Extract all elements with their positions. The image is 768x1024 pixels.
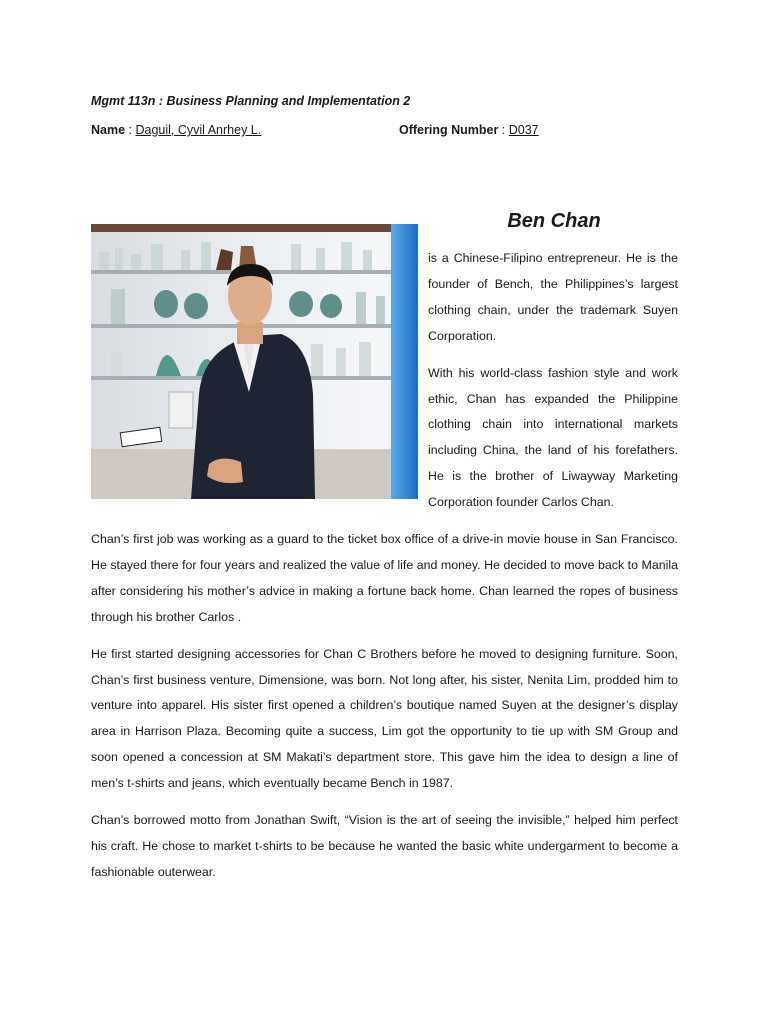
intro-paragraph: is a Chinese-Filipino entrepreneur. He is the founder of Bench, the Philippines’s largest clothing chain, under the trademark Suyen Corporation. <box>428 251 678 343</box>
course-title: Mgmt 113n : Business Planning and Implementation 2 <box>91 94 411 108</box>
offering-number: D037 <box>508 123 539 137</box>
profile-intro <box>428 246 678 527</box>
intro-paragraph-2: With his world-class fashion style and work ethic, Chan has expanded the Philippine clothing chain into international markets including China, the land of his forefathers. He is the brother of Liwayway Marketing Corporation founder Carlos Chan. <box>428 365 678 510</box>
offering-label: Offering Number <box>399 123 499 137</box>
body-paragraph-1: Chan’s first job was working as a guard to the ticket box office of a drive-in movie house in San Francisco. He stayed there for four years and realized the value of life and money. He decided to move back to Manila after considering his mother’s advice in making a fortune back home. Chan learned the ropes of business through his brother Carlos . <box>91 532 678 624</box>
name-line: Name : Daguil, Cyvil Anrhey L. <box>91 123 262 137</box>
body-paragraph-3: Chan’s borrowed motto from Jonathan Swift, “Vision is the art of seeing the invisible,” helped him perfect his craft. He chose to market t-shirts to be because he wanted the basic white undergarment to become a fashionable outerwear. <box>91 813 678 879</box>
name-label: Name <box>91 123 126 137</box>
offering-line: Offering Number : D037 <box>399 123 539 137</box>
body-paragraph-2: He first started designing accessories for Chan C Brothers before he moved to designing furniture. Soon, Chan’s first business venture, Dimensione, was born. Not long after, his sister, Nenita Lim, prodded him to venture into apparel. His sister first opened a children’s boutique named Suyen at the designer’s display area in Harrison Plaza. Becoming quite a success, Lim got the opportunity to tie up with SM Group and soon opened a concession at SM Makati’s department store. This gave him the idea to design a line of men’s t-shirts and jeans, which eventually became Bench in 1987. <box>91 646 678 791</box>
body-text <box>91 527 678 897</box>
profile-title: Ben Chan <box>507 210 601 232</box>
portrait-illustration <box>91 224 418 499</box>
portrait-photo <box>91 224 418 499</box>
student-name: Daguil, Cyvil Anrhey L. <box>135 123 262 137</box>
